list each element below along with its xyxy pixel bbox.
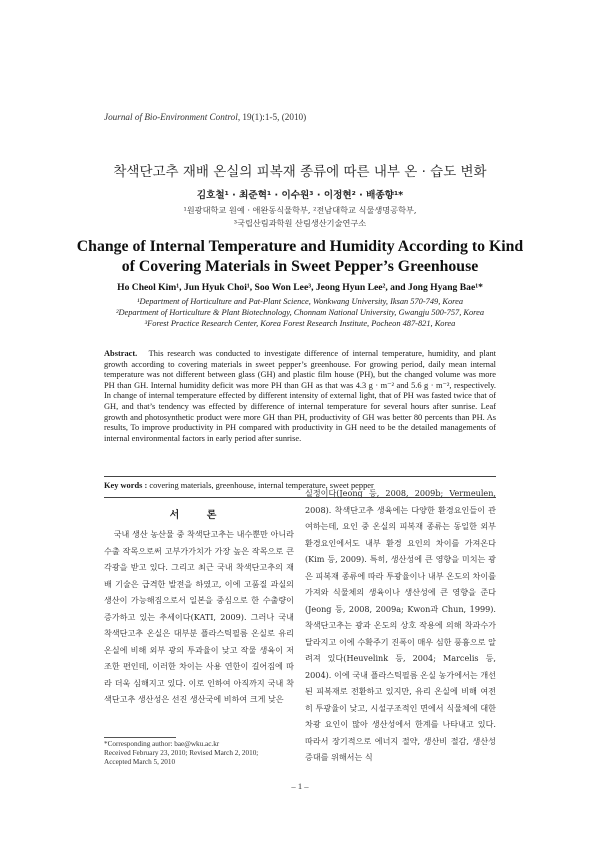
abstract-text: This research was conducted to investigate difference of internal temperature, humidity, and plant growth according to covering materials in sweet pepper’s greenhouse. For growing period, daily mean internal temperature was not different between glass (GH) and plastic film house (PH), but the changed volume was more PH than GH. Internal humidity deficit was more PH than GH as that was 4.3 g · m⁻² and 5.6 g · m⁻², respectively. In change of internal temperature effected by different intensity of external light, that of PH was fasted twice that of GH, and that’s tendency was effected by difference of internal temperature for several hours after sunrise. Leaf growth and photosynthetic product were more GH than PH, productivity of GH was better 80 percents than PH. As results, To improve productivity in PH compared with productivity in GH need to be the detailed managements of internal environmental factors in early period after sunrise.	[104, 349, 497, 443]
english-authors: Ho Cheol Kim¹, Jun Hyuk Choi¹, Soo Won Lee³, Jeong Hyun Lee², and Jong Hyang Bae¹*	[117, 282, 483, 293]
english-affiliation-3: ³Forest Practice Research Center, Korea Forest Research Institute, Pocheon 487-821, Korea	[144, 319, 456, 328]
intro-paragraph-left: 국내 생산 농산물 중 착색단고추는 내수뿐만 아니라 수출 작목으로써 고부가가치가 가장 높은 작목으로 큰 각광을 받고 있다. 그리고 최근 국내 착색단고추의 재배 기술은 급격한 발전을 하였고, 이에 고품질 과실의 생산이 가능해짐으로서 일본을 중심으로 한 수출량이 증가하고 있는 추세이다(KATI, 2009). 그러나 국내 착색단고추 온실은 대부분 플라스틱필름 온실로 유리 온실에 비해 외부 광의 투과율이 낮고 작물 생육이 저조한 편인데, 이러한 차이는 사용 연한이 길어짐에 따라 더욱 심해지고 있다. 이로 인하여 아직까지 국내 착색단고추 생산성은 선진 생산국에 비하여 크게 낮은	[104, 529, 294, 704]
journal-citation: , 19(1):1-5, (2010)	[237, 112, 307, 122]
korean-affiliation-1: ¹원광대학교 원예 · 애완동식물학부, ²전남대학교 식물생명공학부,	[183, 205, 417, 215]
abstract	[104, 349, 496, 444]
abstract-label: Abstract.	[104, 349, 138, 358]
body-right-column	[305, 485, 496, 766]
keywords-text: covering materials, greenhouse, internal temperature, sweet pepper	[149, 481, 374, 490]
footnote	[104, 740, 304, 766]
keywords-label: Key words :	[104, 481, 148, 490]
journal-header	[104, 112, 306, 122]
keywords-top-rule	[104, 476, 496, 477]
english-title	[0, 237, 600, 277]
english-title-line-2: of Covering Materials in Sweet Pepper’s Greenhouse	[121, 258, 479, 275]
corresponding-author: *Corresponding author: bae@wku.ac.kr	[104, 740, 220, 748]
footnote-rule	[104, 737, 176, 738]
journal-name: Journal of Bio-Environment Control	[104, 112, 238, 122]
intro-paragraph-right: 실정이다(Jeong 등, 2008, 2009b; Vermeulen, 2008). 착색단고추 생육에는 다양한 환경요인들이 관여하는데, 요인 중 온실의 피복재 종류는 동일한 외부 환경요인에서도 내부 환경 요인의 차이를 가져온다(Kim 등, 2009). 특히, 생산성에 큰 영향을 미치는 광은 피복재 종류에 따라 투광율이나 내부 온도의 차이를 가져와 식물체의 생육이나 생산성에 큰 영향을 준다(Jeong 등, 2008, 2009a; Kwon과 Chun, 1999). 착색단고추는 광과 온도의 상호 작용에 의해 착과수가 달라지고 이에 수확주기 진폭이 매우 심한 풍흉으로 알려져 있다(Heuvelink 등, 2004; Marcelis 등, 2004). 이에 국내 플라스틱필름 온실 농가에서는 개선된 피복재로 전환하고 있지만, 유리 온실에 비해 여전히 투광율이 낮고, 시설구조적인 면에서 식물체에 대한 차광 요인이 많아 생산성에서 한계를 나타내고 있다. 따라서 장기적으로 에너지 절약, 생산비 절감, 생산성 증대를 위해서는 식	[305, 488, 496, 762]
korean-affiliation-2: ³국립산림과학원 산림생산기술연구소	[233, 218, 367, 228]
korean-title: 착색단고추 재배 온실의 피복재 종류에 따른 내부 온 · 습도 변화	[113, 164, 487, 180]
english-title-line-1: Change of Internal Temperature and Humidity According to Kind	[76, 238, 524, 255]
accepted-date: Accepted March 5, 2010	[104, 757, 176, 766]
page-number: – 1 –	[291, 781, 309, 791]
body-left-column	[104, 526, 294, 708]
korean-authors: 김호철¹ · 최준혁¹ · 이수원³ · 이정현² · 배종향¹*	[196, 190, 404, 201]
english-affiliation-2: ²Department of Horticulture & Plant Biotechnology, Chonnam National University, Gwangju 500-757, Korea	[115, 308, 485, 317]
english-affiliation-1: ¹Department of Horticulture and Pat-Plant Science, Wonkwang University, Iksan 570-749, Korea	[136, 297, 464, 306]
section-heading-introduction: 서 론	[169, 510, 229, 521]
received-date: Received February 23, 2010; Revised March 2, 2010;	[104, 748, 259, 757]
